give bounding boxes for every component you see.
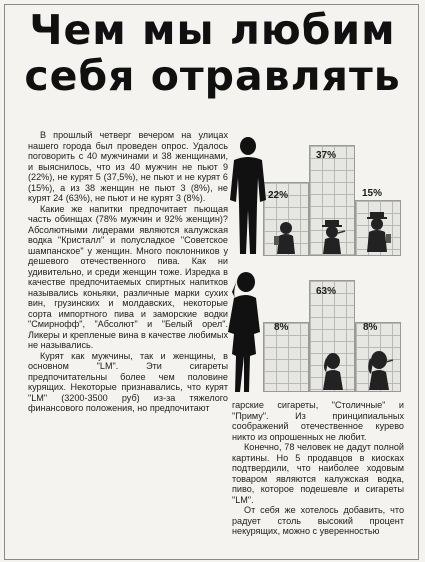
article-paragraph: Какие же напитки предпочитает пьющая часть обинщах (78% мужчин и 92% женщин)? Абсолютными лидерами являются калужская водка "Кристалл" и полусладкое "Советское шампанское" у женщин. Много поклонников у дешевого отечественного пива. Как ни удивительно, и среди женщин тоже. Изредка в качестве предпочитаемых спиртных напитков назывались коньяки, различные марки сухих вин, грузинских и молдавских, некоторые сорта импортного пива и заморские водки "Смирнофф", "Абсолют" и "Белый орел". Ликеры и крепленые вина в качестве любимых не назывались. (28, 203, 228, 350)
man-both-icon (362, 212, 392, 252)
article-paragraph: Курят как мужчины, так и женщины, в основном "LM". Эти сигареты предпочитательны более чем половине курящих. Некоторые признавались, что курят "LM" (3200-3500 руб) из-за тяжелого финансового положения, но предпочитают (28, 350, 228, 413)
women-value-nonsmokers: 63% (316, 286, 337, 297)
woman-drinking-icon (318, 352, 348, 390)
article-right-column (232, 400, 404, 552)
men-value-neither: 15% (362, 188, 383, 199)
article-paragraph: Конечно, 78 человек не дадут полной картины. Но 5 продавцов в киосках подтвердили, что наиболее ходовым товаром являются калужская водка, пиво, которое подешевле и сигареты "LM". (232, 442, 404, 505)
women-value-nondrinkers: 8% (274, 322, 289, 333)
men-value-nonsmokers: 37% (316, 150, 337, 161)
man-drinking-icon (272, 220, 300, 254)
woman-silhouette-icon (222, 270, 266, 394)
woman-smoking-icon (364, 350, 394, 390)
man-smoking-icon (318, 220, 346, 254)
women-value-neither: 8% (363, 322, 378, 333)
man-silhouette-icon (226, 134, 270, 256)
article-paragraph: гарские сигареты, "Столичные" и "Приму". Из принципиальных соображений отечественное курево никто из опрошенных не любит. (232, 400, 404, 442)
article-paragraph: В прошлый четверг вечером на улицах нашего города был проведен опрос. Удалось поговорить с 40 мужчинами и 38 женщинами, и выяснилось, что из 40 мужчин не пьют 9 (22%), не курят 5 (37,5%), не пьют и не курят 6 (15%), а из 38 женщин не пьют 3 (8%), не курят 24 (63%), не пьют и не курят 3 (8%). (28, 130, 228, 203)
headline-line-2: себя отравлять (24, 52, 401, 100)
men-value-nondrinkers: 22% (268, 190, 289, 201)
article-paragraph: От себя же хотелось добавить, что радует столь высокий процент некурящих, можно с уверенностью (232, 505, 404, 536)
headline-line-1: Чем мы любим (29, 6, 396, 54)
article-left-column (28, 130, 228, 552)
